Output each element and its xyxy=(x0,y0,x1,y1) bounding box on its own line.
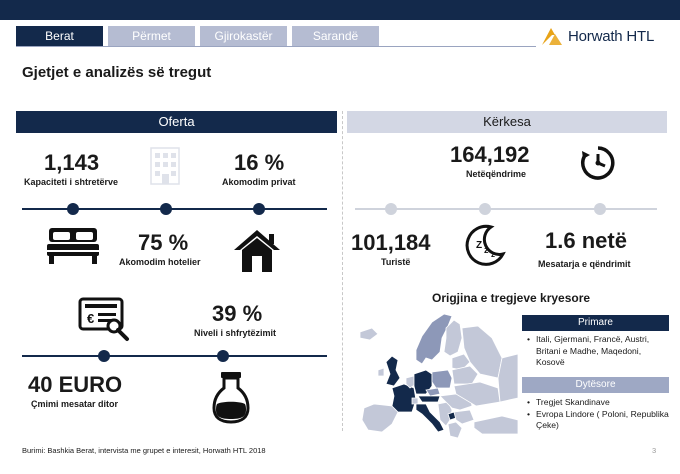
tab-berat[interactable]: Berat xyxy=(16,26,103,46)
tab-sarande[interactable]: Sarandë xyxy=(292,26,379,46)
private-label: Akomodim privat xyxy=(222,177,296,187)
oferta-dot xyxy=(160,203,172,215)
oferta-dot xyxy=(217,350,229,362)
svg-text:z: z xyxy=(484,245,489,255)
svg-text:Z: Z xyxy=(476,240,483,251)
kerkesa-dot xyxy=(594,203,606,215)
tourists-label: Turistë xyxy=(381,257,411,267)
page-number: 3 xyxy=(652,446,657,455)
clock-icon xyxy=(580,145,616,181)
svg-text:z: z xyxy=(491,250,495,259)
tourists-value: 101,184 xyxy=(351,230,431,255)
kerkesa-header: Kërkesa xyxy=(347,111,667,133)
secondary-markets-list xyxy=(527,397,669,432)
panel-divider xyxy=(342,111,343,431)
bed-icon xyxy=(46,224,100,266)
price-value: 40 EURO xyxy=(28,372,123,397)
occupancy-label: Niveli i shfrytëzimit xyxy=(194,328,277,338)
house-icon xyxy=(232,228,282,274)
source-footer: Burimi: Bashkia Berat, intervista me grupet e interesit, Horwath HTL 2018 xyxy=(22,446,266,455)
occupancy-value: 39 % xyxy=(212,301,263,326)
hotel-label: Akomodim hotelier xyxy=(119,257,201,267)
top-bar xyxy=(0,0,680,20)
primary-markets-header: Primare xyxy=(522,315,669,331)
europe-map xyxy=(352,308,520,440)
list-item: • Evropa Lindore ( Poloni, Republika Çeke) xyxy=(527,409,669,432)
price-label: Çmimi mesatar ditor xyxy=(31,399,119,409)
tab-underline xyxy=(16,46,536,47)
capacity-value: 1,143 xyxy=(44,150,100,175)
kerkesa-timeline xyxy=(355,208,657,210)
hotel-value: 75 % xyxy=(138,230,189,255)
list-item: • Tregjet Skandinave xyxy=(527,397,669,409)
nights-value: 164,192 xyxy=(450,142,530,167)
svg-text:€: € xyxy=(87,311,95,326)
logo-text: Horwath HTL xyxy=(568,27,655,45)
oferta-dot xyxy=(98,350,110,362)
private-value: 16 % xyxy=(234,150,285,175)
oferta-dot xyxy=(67,203,79,215)
kerkesa-dot xyxy=(479,203,491,215)
stay-value: 1.6 netë xyxy=(545,228,627,253)
kerkesa-dot xyxy=(385,203,397,215)
horwath-logo xyxy=(540,24,670,48)
list-item: • Itali, Gjermani, Francë, Austri, Britani e Madhe, Maqedoni, Kosovë xyxy=(527,334,669,369)
oferta-header: Oferta xyxy=(16,111,337,133)
primary-markets-list xyxy=(527,334,669,369)
secondary-markets-header: Dytësore xyxy=(522,377,669,393)
nights-label: Netëqëndrime xyxy=(466,169,527,179)
oferta-timeline-2 xyxy=(22,355,327,357)
oferta-dot xyxy=(253,203,265,215)
stay-label: Mesatarja e qëndrimit xyxy=(538,259,631,269)
hotel-building-icon xyxy=(146,142,184,186)
tab-permet[interactable]: Përmet xyxy=(108,26,195,46)
capacity-label: Kapaciteti i shtretërve xyxy=(24,177,119,187)
logo-mountain-icon xyxy=(540,25,564,47)
moon-sleep-icon xyxy=(463,222,507,266)
origin-title: Origjina e tregjeve kryesore xyxy=(432,291,591,305)
page-title: Gjetjet e analizës së tregut xyxy=(22,64,212,81)
tab-gjirokaster[interactable]: Gjirokastër xyxy=(200,26,287,46)
flask-icon xyxy=(212,370,250,424)
price-tag-icon xyxy=(78,296,132,342)
